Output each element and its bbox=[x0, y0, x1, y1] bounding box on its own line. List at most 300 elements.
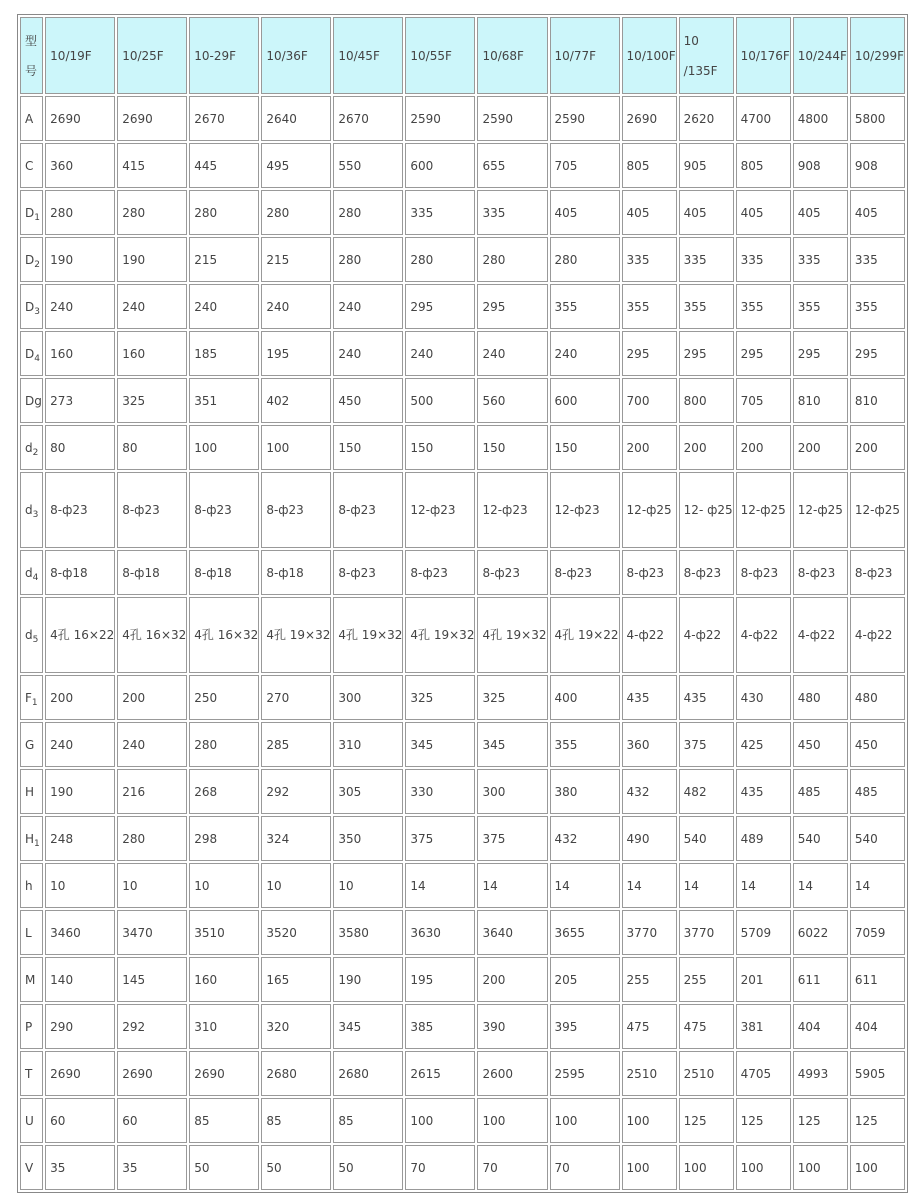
table-cell: 240 bbox=[117, 284, 187, 329]
table-cell: 240 bbox=[405, 331, 475, 376]
table-cell: 280 bbox=[333, 190, 403, 235]
row-label bbox=[20, 1098, 43, 1143]
table-cell: 35 bbox=[45, 1145, 115, 1190]
table-cell: 10 bbox=[117, 863, 187, 908]
table-cell: 2690 bbox=[189, 1051, 259, 1096]
table-cell: 800 bbox=[679, 378, 734, 423]
table-cell: 325 bbox=[477, 675, 547, 720]
table-cell: 8-ф23 bbox=[117, 472, 187, 548]
table-cell: 100 bbox=[189, 425, 259, 470]
table-cell: 3520 bbox=[261, 910, 331, 955]
table-cell: 4孔 16×32 bbox=[117, 597, 187, 673]
table-cell: 560 bbox=[477, 378, 547, 423]
table-cell: 450 bbox=[850, 722, 905, 767]
table-row bbox=[20, 425, 905, 470]
table-cell: 432 bbox=[622, 769, 677, 814]
table-cell: 215 bbox=[189, 237, 259, 282]
row-label-text: M bbox=[25, 972, 36, 987]
spec-table-container bbox=[17, 14, 908, 1193]
table-cell: 295 bbox=[736, 331, 791, 376]
table-cell: 195 bbox=[261, 331, 331, 376]
table-cell: 335 bbox=[477, 190, 547, 235]
table-cell: 190 bbox=[333, 957, 403, 1002]
row-label bbox=[20, 378, 43, 423]
table-cell: 705 bbox=[550, 143, 620, 188]
table-cell: 350 bbox=[333, 816, 403, 861]
table-cell: 3510 bbox=[189, 910, 259, 955]
table-cell: 185 bbox=[189, 331, 259, 376]
table-cell: 355 bbox=[550, 722, 620, 767]
table-cell: 335 bbox=[622, 237, 677, 282]
table-cell: 280 bbox=[477, 237, 547, 282]
table-body bbox=[20, 96, 905, 1190]
table-cell: 5905 bbox=[850, 1051, 905, 1096]
table-cell: 295 bbox=[793, 331, 848, 376]
table-cell: 8-ф23 bbox=[333, 472, 403, 548]
table-cell: 4700 bbox=[736, 96, 791, 141]
table-cell: 6022 bbox=[793, 910, 848, 955]
table-cell: 60 bbox=[45, 1098, 115, 1143]
table-cell: 8-ф18 bbox=[45, 550, 115, 595]
table-cell: 14 bbox=[477, 863, 547, 908]
table-cell: 125 bbox=[736, 1098, 791, 1143]
table-cell: 8-ф23 bbox=[622, 550, 677, 595]
table-cell: 35 bbox=[117, 1145, 187, 1190]
table-cell: 292 bbox=[117, 1004, 187, 1049]
table-cell: 2600 bbox=[477, 1051, 547, 1096]
table-cell: 402 bbox=[261, 378, 331, 423]
table-cell: 805 bbox=[736, 143, 791, 188]
row-label-subscript: 5 bbox=[32, 635, 39, 645]
table-cell: 12-ф25 bbox=[850, 472, 905, 548]
table-cell: 200 bbox=[793, 425, 848, 470]
table-cell: 240 bbox=[333, 284, 403, 329]
table-cell: 324 bbox=[261, 816, 331, 861]
table-cell: 100 bbox=[679, 1145, 734, 1190]
table-cell: 85 bbox=[189, 1098, 259, 1143]
table-cell: 240 bbox=[333, 331, 403, 376]
table-cell: 495 bbox=[261, 143, 331, 188]
table-cell: 240 bbox=[117, 722, 187, 767]
table-cell: 295 bbox=[850, 331, 905, 376]
table-cell: 125 bbox=[679, 1098, 734, 1143]
table-cell: 100 bbox=[850, 1145, 905, 1190]
table-cell: 355 bbox=[850, 284, 905, 329]
header-cell: 10/36F bbox=[261, 17, 331, 94]
row-label-text: C bbox=[25, 158, 34, 173]
table-cell: 540 bbox=[793, 816, 848, 861]
table-cell: 280 bbox=[189, 722, 259, 767]
row-label-text: D bbox=[25, 299, 35, 314]
table-cell: 355 bbox=[550, 284, 620, 329]
table-cell: 14 bbox=[679, 863, 734, 908]
table-cell: 404 bbox=[850, 1004, 905, 1049]
row-label-subscript: 3 bbox=[34, 306, 40, 317]
row-label-text: D bbox=[25, 346, 35, 361]
table-cell: 7059 bbox=[850, 910, 905, 955]
table-row bbox=[20, 96, 905, 141]
table-cell: 385 bbox=[405, 1004, 475, 1049]
table-cell: 240 bbox=[189, 284, 259, 329]
table-cell: 375 bbox=[679, 722, 734, 767]
header-model: 型号 bbox=[20, 17, 43, 94]
table-cell: 240 bbox=[550, 331, 620, 376]
table-cell: 425 bbox=[736, 722, 791, 767]
table-cell: 3580 bbox=[333, 910, 403, 955]
table-cell: 12-ф23 bbox=[550, 472, 620, 548]
table-cell: 2670 bbox=[333, 96, 403, 141]
table-row bbox=[20, 1145, 905, 1190]
table-cell: 150 bbox=[333, 425, 403, 470]
table-cell: 2590 bbox=[477, 96, 547, 141]
row-label-text: D bbox=[25, 205, 35, 220]
table-cell: 500 bbox=[405, 378, 475, 423]
table-cell: 2615 bbox=[405, 1051, 475, 1096]
table-cell: 8-ф18 bbox=[261, 550, 331, 595]
table-cell: 335 bbox=[679, 237, 734, 282]
table-cell: 145 bbox=[117, 957, 187, 1002]
row-label-text: G bbox=[25, 737, 35, 752]
row-label bbox=[20, 769, 43, 814]
row-label bbox=[20, 722, 43, 767]
table-cell: 50 bbox=[261, 1145, 331, 1190]
table-cell: 335 bbox=[850, 237, 905, 282]
table-cell: 8-ф23 bbox=[45, 472, 115, 548]
table-row bbox=[20, 472, 905, 548]
table-cell: 280 bbox=[189, 190, 259, 235]
table-cell: 3770 bbox=[679, 910, 734, 955]
table-cell: 10 bbox=[261, 863, 331, 908]
table-cell: 355 bbox=[679, 284, 734, 329]
table-cell: 240 bbox=[261, 284, 331, 329]
table-cell: 160 bbox=[45, 331, 115, 376]
table-cell: 190 bbox=[45, 237, 115, 282]
table-cell: 280 bbox=[117, 190, 187, 235]
table-cell: 480 bbox=[850, 675, 905, 720]
row-label-text: H bbox=[25, 784, 35, 799]
table-row bbox=[20, 1098, 905, 1143]
table-cell: 10 bbox=[45, 863, 115, 908]
table-cell: 540 bbox=[850, 816, 905, 861]
table-cell: 295 bbox=[622, 331, 677, 376]
header-cell: 10/100F bbox=[622, 17, 677, 94]
header-cell: 10/244F bbox=[793, 17, 848, 94]
row-label-text: D bbox=[25, 252, 35, 267]
table-cell: 273 bbox=[45, 378, 115, 423]
table-cell: 345 bbox=[405, 722, 475, 767]
table-cell: 10 bbox=[333, 863, 403, 908]
table-cell: 3470 bbox=[117, 910, 187, 955]
table-cell: 435 bbox=[736, 769, 791, 814]
table-cell: 8-ф23 bbox=[736, 550, 791, 595]
table-cell: 3460 bbox=[45, 910, 115, 955]
row-label bbox=[20, 190, 43, 235]
table-cell: 80 bbox=[117, 425, 187, 470]
table-cell: 125 bbox=[793, 1098, 848, 1143]
table-cell: 8-ф23 bbox=[679, 550, 734, 595]
row-label bbox=[20, 957, 43, 1002]
table-cell: 5800 bbox=[850, 96, 905, 141]
row-label bbox=[20, 597, 43, 673]
table-cell: 2690 bbox=[117, 96, 187, 141]
table-cell: 190 bbox=[117, 237, 187, 282]
table-cell: 8-ф23 bbox=[793, 550, 848, 595]
header-cell: 10/68F bbox=[477, 17, 547, 94]
table-cell: 450 bbox=[333, 378, 403, 423]
row-label bbox=[20, 425, 43, 470]
table-row bbox=[20, 910, 905, 955]
header-cell: 10/25F bbox=[117, 17, 187, 94]
table-cell: 8-ф23 bbox=[850, 550, 905, 595]
table-cell: 14 bbox=[736, 863, 791, 908]
row-label bbox=[20, 1051, 43, 1096]
table-cell: 240 bbox=[45, 284, 115, 329]
table-cell: 355 bbox=[793, 284, 848, 329]
table-cell: 360 bbox=[622, 722, 677, 767]
row-label-text: d bbox=[25, 440, 33, 455]
table-row bbox=[20, 331, 905, 376]
table-cell: 100 bbox=[261, 425, 331, 470]
table-row bbox=[20, 550, 905, 595]
table-cell: 310 bbox=[189, 1004, 259, 1049]
table-cell: 8-ф23 bbox=[405, 550, 475, 595]
table-cell: 2690 bbox=[117, 1051, 187, 1096]
row-label bbox=[20, 472, 43, 548]
table-row bbox=[20, 378, 905, 423]
row-label-text: U bbox=[25, 1113, 34, 1128]
table-cell: 4-ф22 bbox=[679, 597, 734, 673]
table-cell: 4-ф22 bbox=[622, 597, 677, 673]
row-label bbox=[20, 910, 43, 955]
table-cell: 390 bbox=[477, 1004, 547, 1049]
header-cell: 10-29F bbox=[189, 17, 259, 94]
table-cell: 482 bbox=[679, 769, 734, 814]
table-cell: 4993 bbox=[793, 1051, 848, 1096]
row-label-text: V bbox=[25, 1160, 34, 1175]
table-cell: 445 bbox=[189, 143, 259, 188]
table-cell: 240 bbox=[45, 722, 115, 767]
table-cell: 8-ф23 bbox=[333, 550, 403, 595]
table-cell: 150 bbox=[405, 425, 475, 470]
table-cell: 375 bbox=[405, 816, 475, 861]
row-label bbox=[20, 1145, 43, 1190]
table-cell: 60 bbox=[117, 1098, 187, 1143]
table-cell: 400 bbox=[550, 675, 620, 720]
table-cell: 100 bbox=[793, 1145, 848, 1190]
table-cell: 4-ф22 bbox=[850, 597, 905, 673]
table-row bbox=[20, 863, 905, 908]
table-cell: 125 bbox=[850, 1098, 905, 1143]
table-cell: 335 bbox=[793, 237, 848, 282]
header-cell: 10/19F bbox=[45, 17, 115, 94]
table-cell: 405 bbox=[679, 190, 734, 235]
row-label-subscript: 4 bbox=[32, 572, 39, 583]
table-cell: 240 bbox=[477, 331, 547, 376]
table-cell: 150 bbox=[550, 425, 620, 470]
table-cell: 14 bbox=[622, 863, 677, 908]
table-cell: 140 bbox=[45, 957, 115, 1002]
table-cell: 4孔 19×32 bbox=[477, 597, 547, 673]
header-cell: 10/77F bbox=[550, 17, 620, 94]
table-cell: 485 bbox=[850, 769, 905, 814]
table-row bbox=[20, 722, 905, 767]
table-cell: 12-ф23 bbox=[405, 472, 475, 548]
row-label-text: P bbox=[25, 1019, 33, 1034]
table-cell: 160 bbox=[189, 957, 259, 1002]
table-cell: 475 bbox=[622, 1004, 677, 1049]
table-cell: 298 bbox=[189, 816, 259, 861]
row-label bbox=[20, 550, 43, 595]
spec-table bbox=[17, 14, 908, 1193]
table-cell: 908 bbox=[850, 143, 905, 188]
row-label-text: L bbox=[25, 925, 32, 940]
table-cell: 280 bbox=[550, 237, 620, 282]
table-cell: 200 bbox=[117, 675, 187, 720]
table-cell: 905 bbox=[679, 143, 734, 188]
table-cell: 611 bbox=[850, 957, 905, 1002]
table-cell: 405 bbox=[550, 190, 620, 235]
table-cell: 405 bbox=[622, 190, 677, 235]
table-cell: 360 bbox=[45, 143, 115, 188]
table-row bbox=[20, 284, 905, 329]
row-label bbox=[20, 237, 43, 282]
table-cell: 475 bbox=[679, 1004, 734, 1049]
table-cell: 4705 bbox=[736, 1051, 791, 1096]
table-cell: 200 bbox=[679, 425, 734, 470]
table-cell: 320 bbox=[261, 1004, 331, 1049]
table-cell: 4孔 19×22 bbox=[550, 597, 620, 673]
table-cell: 200 bbox=[736, 425, 791, 470]
table-cell: 4孔 16×22 bbox=[45, 597, 115, 673]
table-cell: 100 bbox=[622, 1098, 677, 1143]
table-cell: 345 bbox=[477, 722, 547, 767]
table-cell: 8-ф23 bbox=[477, 550, 547, 595]
header-cell: 10/176F bbox=[736, 17, 791, 94]
table-cell: 285 bbox=[261, 722, 331, 767]
table-row bbox=[20, 143, 905, 188]
table-cell: 100 bbox=[736, 1145, 791, 1190]
table-cell: 12-ф25 bbox=[793, 472, 848, 548]
row-label-subscript: 3 bbox=[32, 510, 39, 520]
table-cell: 810 bbox=[793, 378, 848, 423]
table-cell: 100 bbox=[405, 1098, 475, 1143]
header-cell: 10/55F bbox=[405, 17, 475, 94]
table-row bbox=[20, 190, 905, 235]
table-cell: 908 bbox=[793, 143, 848, 188]
header-cell: 10/45F bbox=[333, 17, 403, 94]
table-cell: 2640 bbox=[261, 96, 331, 141]
table-cell: 200 bbox=[45, 675, 115, 720]
table-cell: 3770 bbox=[622, 910, 677, 955]
table-cell: 705 bbox=[736, 378, 791, 423]
table-cell: 295 bbox=[679, 331, 734, 376]
table-cell: 14 bbox=[550, 863, 620, 908]
table-cell: 489 bbox=[736, 816, 791, 861]
table-cell: 255 bbox=[622, 957, 677, 1002]
table-cell: 300 bbox=[333, 675, 403, 720]
table-cell: 375 bbox=[477, 816, 547, 861]
table-cell: 805 bbox=[622, 143, 677, 188]
table-cell: 381 bbox=[736, 1004, 791, 1049]
table-cell: 200 bbox=[622, 425, 677, 470]
table-cell: 550 bbox=[333, 143, 403, 188]
row-label bbox=[20, 1004, 43, 1049]
table-cell: 325 bbox=[117, 378, 187, 423]
table-cell: 100 bbox=[622, 1145, 677, 1190]
row-label-subscript: 1 bbox=[31, 697, 38, 708]
row-label-subscript: 1 bbox=[34, 212, 40, 223]
row-label-text: F bbox=[25, 690, 32, 705]
table-cell: 4-ф22 bbox=[736, 597, 791, 673]
table-cell: 8-ф23 bbox=[189, 472, 259, 548]
table-cell: 280 bbox=[117, 816, 187, 861]
table-cell: 150 bbox=[477, 425, 547, 470]
table-cell: 290 bbox=[45, 1004, 115, 1049]
table-cell: 810 bbox=[850, 378, 905, 423]
row-label-text: H bbox=[25, 831, 35, 846]
table-cell: 205 bbox=[550, 957, 620, 1002]
table-cell: 310 bbox=[333, 722, 403, 767]
table-cell: 4-ф22 bbox=[793, 597, 848, 673]
table-cell: 280 bbox=[333, 237, 403, 282]
table-cell: 355 bbox=[736, 284, 791, 329]
table-cell: 2680 bbox=[261, 1051, 331, 1096]
row-label-text: A bbox=[25, 111, 34, 126]
row-label-text: d bbox=[25, 503, 33, 517]
row-label-text: T bbox=[25, 1066, 33, 1081]
table-cell: 330 bbox=[405, 769, 475, 814]
table-cell: 50 bbox=[333, 1145, 403, 1190]
table-cell: 70 bbox=[405, 1145, 475, 1190]
row-label-subscript: 4 bbox=[34, 353, 40, 364]
table-cell: 600 bbox=[550, 378, 620, 423]
row-label bbox=[20, 816, 43, 861]
table-cell: 295 bbox=[405, 284, 475, 329]
table-cell: 600 bbox=[405, 143, 475, 188]
table-cell: 10 bbox=[189, 863, 259, 908]
table-cell: 100 bbox=[550, 1098, 620, 1143]
table-cell: 295 bbox=[477, 284, 547, 329]
table-cell: 432 bbox=[550, 816, 620, 861]
table-cell: 2690 bbox=[45, 1051, 115, 1096]
table-cell: 2590 bbox=[550, 96, 620, 141]
table-cell: 200 bbox=[850, 425, 905, 470]
table-cell: 3655 bbox=[550, 910, 620, 955]
table-cell: 250 bbox=[189, 675, 259, 720]
table-cell: 4孔 19×32 bbox=[405, 597, 475, 673]
table-cell: 85 bbox=[261, 1098, 331, 1143]
table-cell: 2620 bbox=[679, 96, 734, 141]
table-cell: 195 bbox=[405, 957, 475, 1002]
table-cell: 415 bbox=[117, 143, 187, 188]
table-cell: 380 bbox=[550, 769, 620, 814]
header-cell: 10 /135F bbox=[679, 17, 734, 94]
table-cell: 190 bbox=[45, 769, 115, 814]
table-cell: 8-ф18 bbox=[189, 550, 259, 595]
table-cell: 14 bbox=[793, 863, 848, 908]
row-label-subscript: 1 bbox=[34, 838, 40, 849]
table-cell: 430 bbox=[736, 675, 791, 720]
table-cell: 405 bbox=[793, 190, 848, 235]
row-label bbox=[20, 96, 43, 141]
table-cell: 8-ф18 bbox=[117, 550, 187, 595]
table-cell: 395 bbox=[550, 1004, 620, 1049]
table-cell: 12-ф25 bbox=[736, 472, 791, 548]
row-label bbox=[20, 284, 43, 329]
table-cell: 2595 bbox=[550, 1051, 620, 1096]
table-cell: 248 bbox=[45, 816, 115, 861]
table-cell: 215 bbox=[261, 237, 331, 282]
